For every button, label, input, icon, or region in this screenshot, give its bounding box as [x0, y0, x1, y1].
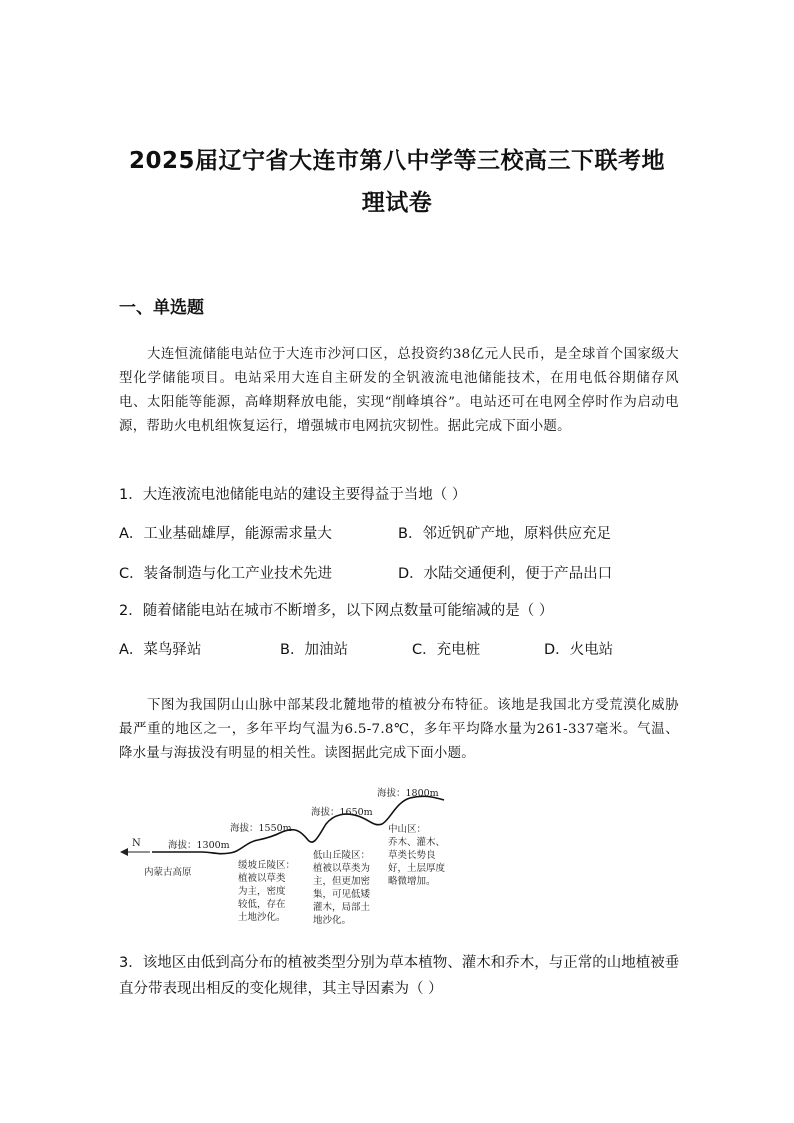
option-1a: A．工业基础雄厚，能源需求量大: [119, 526, 332, 542]
zone-gentle-hills-text: 缓坡丘陵区： 植被以草类 为主，密度 较低，存在 土地沙化。: [238, 860, 296, 923]
option-2c: C．充电桩: [412, 642, 481, 658]
option-2a: A．菜鸟驿站: [119, 642, 202, 658]
plateau-label: 内蒙古高原: [144, 867, 192, 878]
title-line-1: 2025届辽宁省大连市第八中学等三校高三下联考地: [128, 148, 665, 174]
elevation-1550-label: 海拔：1550m: [230, 823, 292, 834]
vegetation-profile-diagram: [112, 780, 582, 930]
page-title: [100, 140, 694, 224]
north-arrow-icon: [120, 848, 128, 856]
north-label: N: [132, 838, 141, 849]
question-2-stem: 2．随着储能电站在城市不断增多，以下网点数量可能缩减的是（ ）: [119, 603, 554, 619]
elevation-1800-label: 海拔：1800m: [377, 788, 439, 799]
title-line-2: 理试卷: [361, 190, 433, 216]
option-1b: B．邻近钒矿产地，原料供应充足: [398, 526, 611, 542]
option-1d: D．水陆交通便利，便于产品出口: [398, 566, 613, 582]
elevation-1650-label: 海拔：1650m: [311, 807, 373, 818]
option-1c: C．装备制造与化工产业技术先进: [119, 566, 333, 582]
question-1-stem: 1．大连液流电池储能电站的建设主要得益于当地（ ）: [119, 487, 467, 503]
zone-low-hills-text: 低山丘陵区： 植被以草类为 主，但更加密 集，可见低矮 灌木，局部土 地沙化。: [313, 850, 371, 926]
section-heading: 一、单选题: [119, 298, 204, 318]
question-3-stem: 3．该地区由低到高分布的植被类型分别为草本植物、灌木和乔木，与正常的山地植被垂直分带表现出相反的变化规律，其主导因素为（ ）: [119, 955, 680, 997]
passage-2: 下图为我国阴山山脉中部某段北麓地带的植被分布特征。该地是我国北方受荒漠化威胁最严重的地区之一，多年平均气温为6.5-7.8℃，多年平均降水量为261-337毫米。气温、降水量与海拔没有明显的相关性。读图据此完成下面小题。: [119, 698, 679, 761]
zone-mid-mountain-text: 中山区： 乔木、灌木、 草类长势良 好，土层厚度 略微增加。: [388, 824, 446, 887]
passage-1: 大连恒流储能电站位于大连市沙河口区，总投资约38亿元人民币，是全球首个国家级大型化学储能项目。电站采用大连自主研发的全钒液流电池储能技术，在用电低谷期储存风电、太阳能等能源，高峰期释放电能，实现“削峰填谷”。电站还可在电网全停时作为启动电源，帮助火电机组恢复运行，增强城市电网抗灾韧性。据此完成下面小题。: [119, 347, 679, 434]
option-2b: B．加油站: [280, 642, 348, 658]
option-2d: D．火电站: [544, 642, 614, 658]
elevation-1300-label: 海拔：1300m: [168, 840, 230, 851]
